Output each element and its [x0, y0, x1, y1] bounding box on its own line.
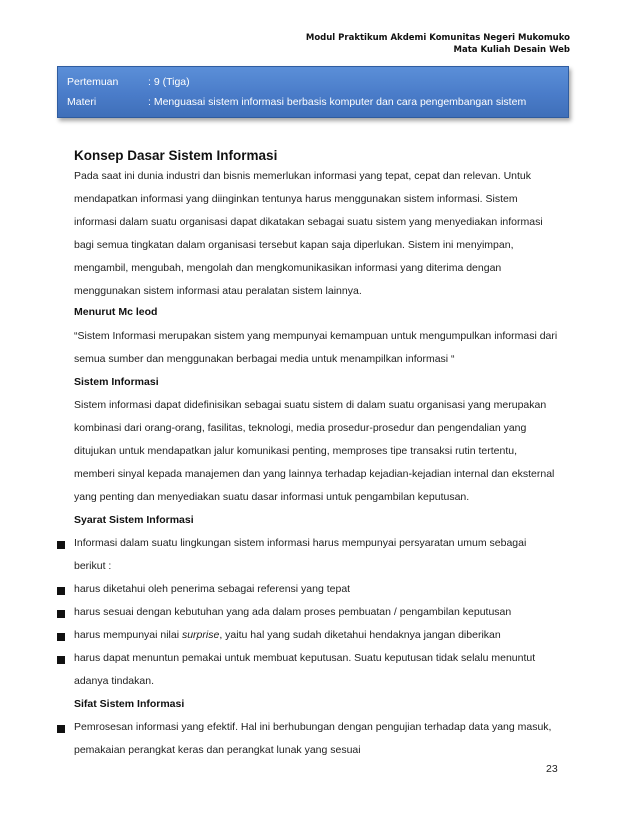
paragraph-line: informasi dalam suatu organisasi dapat dikatakan sebagai suatu sistem yang menyediakan informasi — [74, 216, 543, 228]
paragraph-line: memberi sinyal kepada manajemen dan yang lainnya terhadap kejadian-kejadian internal dan eksternal — [74, 468, 555, 480]
paragraph-line: ditujukan untuk mendapatkan jalur komunikasi penting, memproses tipe transaksi rutin tertentu, — [74, 445, 517, 457]
info-value-meeting: : 9 (Tiga) — [148, 76, 190, 88]
info-box — [57, 66, 569, 118]
list-item-text: harus mempunyai nilai — [74, 629, 182, 641]
square-bullet-icon — [57, 610, 65, 618]
list-item: Pemrosesan informasi yang efektif. Hal ini berhubungan dengan pengujian terhadap data yang masuk, — [74, 721, 552, 733]
paragraph-line: kombinasi dari orang-orang, fasilitas, teknologi, media prosedur-prosedur dan pengendalian yang — [74, 422, 527, 434]
list-item: harus sesuai dengan kebutuhan yang ada dalam proses pembuatan / pengambilan keputusan — [74, 606, 512, 618]
list-item: harus dapat menuntun pemakai untuk membuat keputusan. Suatu keputusan tidak selalu menuntut — [74, 652, 536, 664]
header-module-title: Modul Praktikum Akdemi Komunitas Negeri Mukomuko — [305, 33, 570, 43]
heading-syarat: Syarat Sistem Informasi — [74, 514, 194, 526]
heading-sistem-informasi: Sistem Informasi — [74, 376, 159, 388]
square-bullet-icon — [57, 587, 65, 595]
list-item-continuation: pemakaian perangkat keras dan perangkat lunak yang sesuai — [74, 744, 361, 756]
info-key-material: Materi — [67, 96, 97, 108]
quote-line: “Sistem Informasi merupakan sistem yang mempunyai kemampuan untuk mengumpulkan informasi dari — [74, 330, 558, 342]
info-value-material: : Menguasai sistem informasi berbasis komputer dan cara pengembangan sistem — [148, 96, 527, 108]
paragraph-line: bagi semua tingkatan dalam organisasi tersebut kapan saja diperlukan. Sistem ini menyimpan, — [74, 239, 514, 251]
list-item: Informasi dalam suatu lingkungan sistem informasi harus mempunyai persyaratan umum sebagai — [74, 537, 527, 549]
header-course-title: Mata Kuliah Desain Web — [453, 45, 570, 55]
paragraph-line: Pada saat ini dunia industri dan bisnis memerlukan informasi yang tepat, cepat dan relevan. Untuk — [74, 170, 532, 182]
page-title: Konsep Dasar Sistem Informasi — [74, 148, 278, 163]
list-item-continuation: adanya tindakan. — [74, 675, 154, 687]
paragraph-line: yang penting dan menyediakan suatu dasar informasi untuk pengambilan keputusan. — [74, 491, 470, 503]
heading-mcleod: Menurut Mc leod — [74, 306, 158, 318]
paragraph-line: mendapatkan informasi yang diinginkan tentunya harus menggunakan sistem informasi. Sistem — [74, 193, 518, 205]
list-item: harus diketahui oleh penerima sebagai referensi yang tepat — [74, 583, 351, 595]
list-item-text: , yaitu hal yang sudah diketahui hendaknya jangan diberikan — [219, 629, 501, 641]
info-key-meeting: Pertemuan — [67, 76, 119, 88]
square-bullet-icon — [57, 633, 65, 641]
emphasis-surprise: surprise — [181, 629, 220, 641]
square-bullet-icon — [57, 725, 65, 733]
list-item-continuation: berikut : — [74, 560, 112, 572]
square-bullet-icon — [57, 541, 65, 549]
heading-sifat: Sifat Sistem Informasi — [74, 698, 185, 710]
quote-line: semua sumber dan menggunakan berbagai media untuk menampilkan informasi “ — [74, 353, 455, 365]
page-number: 23 — [546, 763, 558, 775]
list-item — [74, 629, 501, 641]
square-bullet-icon — [57, 656, 65, 664]
paragraph-line: menggunakan sistem informasi atau peralatan sistem lainnya. — [74, 285, 362, 297]
info-row-material — [67, 96, 526, 108]
paragraph-line: Sistem informasi dapat didefinisikan sebagai suatu sistem di dalam suatu organisasi yang merupakan — [74, 399, 547, 411]
paragraph-line: mengambil, mengubah, mengolah dan mengkomunikasikan informasi yang diterima dengan — [74, 262, 502, 274]
info-row-meeting — [67, 76, 190, 88]
